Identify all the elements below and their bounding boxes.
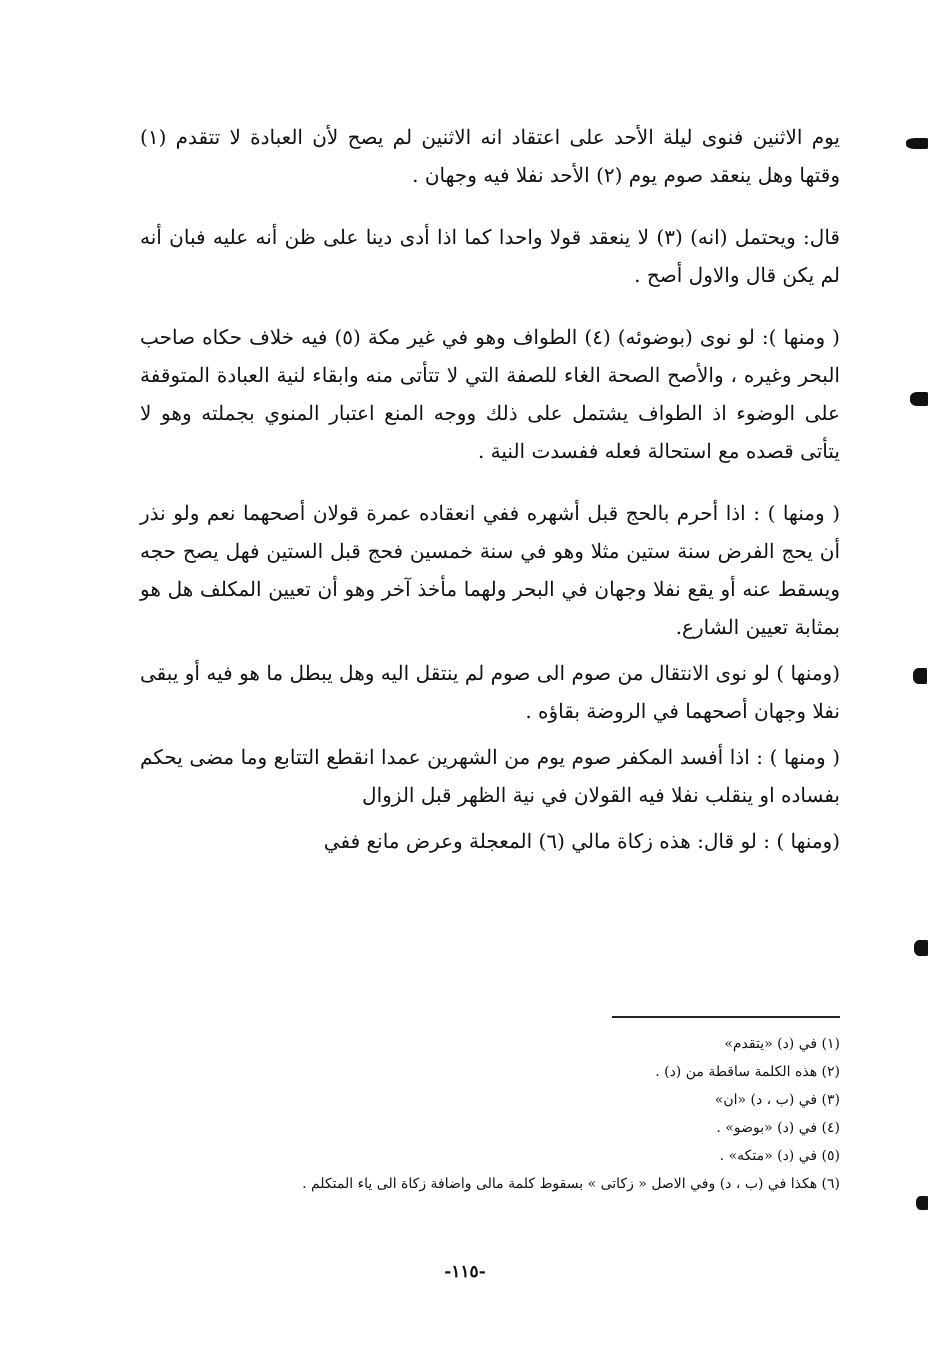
paragraph-3: ( ومنها ): لو نوى (بوضوئه) (٤) الطواف وهو في غير مكة (٥) فيه خلاف حكاه صاحب البحر وغيره ، والأصح الصحة الغاء للصفة التي لا تتأتى منه وابقاء لنية العبادة المتوقفة على الوضوء اذ الطواف يشتمل على ذلك ووجه المنع اعتبار المنوي بجملته وهو لا يتأتى قصده مع استحالة فعله ففسدت النية .	[140, 325, 840, 463]
paragraph-6: ( ومنها ) : اذا أفسد المكفر صوم يوم من الشهرين عمدا انقطع التتابع وما مضى يحكم بفساده او ينقلب نفلا فيه القولان في نية الظهر قبل الزوال	[140, 745, 840, 807]
paragraph-7: (ومنها ) : لو قال: هذه زكاة مالي (٦) المعجلة وعرض مانع ففي	[323, 829, 840, 853]
page-number: -١١٥-	[444, 1262, 486, 1282]
paragraph-1: يوم الاثنين فنوى ليلة الأحد على اعتقاد انه الاثنين لم يصح لأن العبادة لا تتقدم (١) وقتها وهل ينعقد صوم يوم (٢) الأحد نفلا فيه وجهان .	[140, 125, 840, 187]
footnote-4: (٤) في (د) «بوضو» .	[716, 1120, 840, 1136]
paragraph-2: قال: ويحتمل (انه) (٣) لا ينعقد قولا واحدا كما اذا أدى دينا على ظن أنه عليه فبان أنه لم يكن قال والاول أصح .	[140, 225, 840, 287]
footnote-5: (٥) في (د) «متكه» .	[719, 1148, 840, 1164]
footnote-3: (٣) في (ب ، د) «ان»	[714, 1092, 840, 1108]
scan-edge-mark-2	[910, 392, 928, 406]
paragraph-4: ( ومنها ) : اذا أحرم بالحج قبل أشهره ففي انعقاده عمرة قولان أصحهما نعم ولو نذر أن يحج الفرض سنة ستين مثلا وهو في سنة خمسين فحج قبل الستين فهل يصح حجه ويسقط عنه أو يقع نفلا وجهان في البحر ولهما مأخذ آخر وهو أن تعيين المكلف هل هو بمثابة تعيين الشارع.	[140, 501, 840, 639]
footnote-6: (٦) هكذا في (ب ، د) وفي الاصل « زكاتى » بسقوط كلمة مالى واضافة زكاة الى ياء المتكلم .	[302, 1176, 840, 1192]
footnote-2: (٢) هذه الكلمة ساقطة من (د) .	[655, 1064, 840, 1080]
footnote-separator	[612, 1016, 840, 1018]
footnote-1: (١) في (د) «يتقدم»	[724, 1036, 840, 1052]
main-text	[140, 118, 840, 868]
scan-edge-mark-1	[906, 138, 928, 149]
scan-edge-mark-4	[914, 940, 928, 956]
scan-edge-mark-5	[916, 1196, 928, 1210]
scan-edge-mark-3	[913, 668, 927, 684]
footnotes	[140, 1030, 840, 1198]
paragraph-5: (ومنها ) لو نوى الانتقال من صوم الى صوم لم ينتقل اليه وهل يبطل ما هو فيه أو يبقى نفلا وجهان أصحهما في الروضة بقاؤه .	[140, 661, 840, 723]
